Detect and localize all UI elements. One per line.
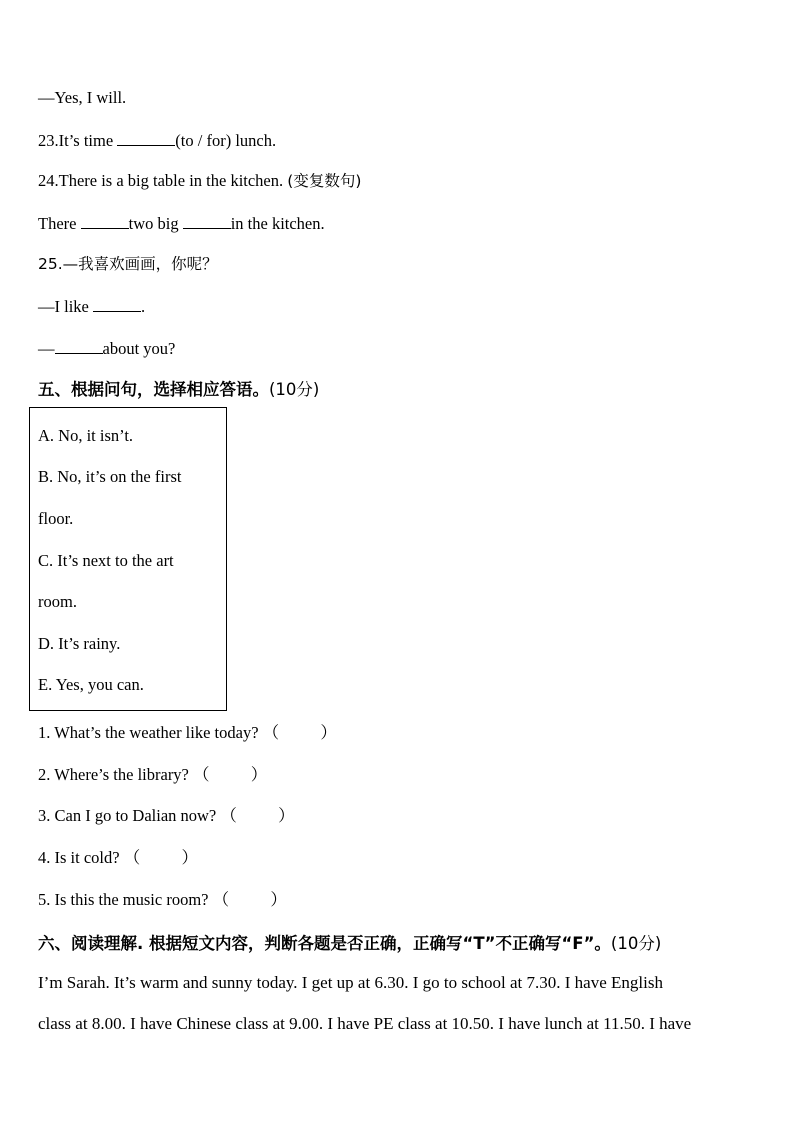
section-6-title: 六、阅读理解. 根据短文内容，判断各题是否正确，正确写“T”不正确写“F”。	[38, 934, 611, 953]
option-c-cont: room.	[38, 592, 77, 611]
q25-line1-prefix: —I like	[38, 297, 93, 316]
q25-line2-suffix: about you?	[102, 339, 176, 358]
section-6-heading	[38, 930, 661, 954]
q25-line2-prefix: —	[38, 339, 55, 358]
section-5-heading	[38, 376, 319, 400]
s5-question-2[interactable]: 2. Where’s the library? （ ）	[38, 765, 268, 784]
section-5-score: (10分)	[269, 380, 320, 399]
option-b: B. No, it’s on the first	[38, 467, 182, 486]
option-c: C. It’s next to the art	[38, 551, 174, 570]
section-5-title: 五、根据问句，选择相应答语。	[38, 380, 269, 399]
reading-para-line-1: I’m Sarah. It’s warm and sunny today. I get up at 6.30. I go to school at 7.30. I have English	[38, 973, 663, 992]
q25-line1-suffix: .	[141, 297, 146, 316]
q24-blank-1[interactable]	[81, 213, 129, 229]
q25-blank-1[interactable]	[93, 296, 141, 312]
question-25: 25.—我喜欢画画，你呢？	[38, 255, 218, 273]
option-b-cont: floor.	[38, 509, 74, 528]
q23-suffix: (to / for) lunch.	[175, 131, 277, 150]
q25-line-1	[38, 296, 145, 317]
q25-line-2	[38, 338, 175, 359]
section-6-score: (10分)	[610, 934, 662, 953]
q24-note: (变复数句)	[287, 172, 362, 190]
options-box	[29, 407, 227, 711]
option-d: D. It’s rainy.	[38, 634, 121, 653]
q24-answer-c: in the kitchen.	[230, 214, 325, 233]
question-23	[38, 130, 276, 151]
q24-blank-2[interactable]	[183, 213, 231, 229]
q24-answer-a: There	[38, 214, 81, 233]
option-a: A. No, it isn’t.	[38, 426, 134, 445]
s5-question-1[interactable]: 1. What’s the weather like today? （ ）	[38, 723, 337, 742]
option-e: E. Yes, you can.	[38, 675, 144, 694]
q24-text: 24.There is a big table in the kitchen.	[38, 171, 288, 190]
s5-question-4[interactable]: 4. Is it cold? （ ）	[38, 848, 198, 867]
q23-prefix: 23.It’s time	[38, 131, 118, 150]
q25-blank-2[interactable]	[55, 338, 103, 354]
question-24	[38, 171, 361, 191]
q24-answer-b: two big	[128, 214, 183, 233]
s5-question-3[interactable]: 3. Can I go to Dalian now? （ ）	[38, 806, 295, 825]
q24-answer-line	[38, 213, 325, 234]
answer-line-yes: —Yes, I will.	[38, 88, 127, 107]
reading-para-line-2: class at 8.00. I have Chinese class at 9.00. I have PE class at 10.50. I have lunch at 11.50. I have	[38, 1014, 692, 1033]
q23-blank[interactable]	[117, 130, 175, 146]
s5-question-5[interactable]: 5. Is this the music room? （ ）	[38, 890, 287, 909]
